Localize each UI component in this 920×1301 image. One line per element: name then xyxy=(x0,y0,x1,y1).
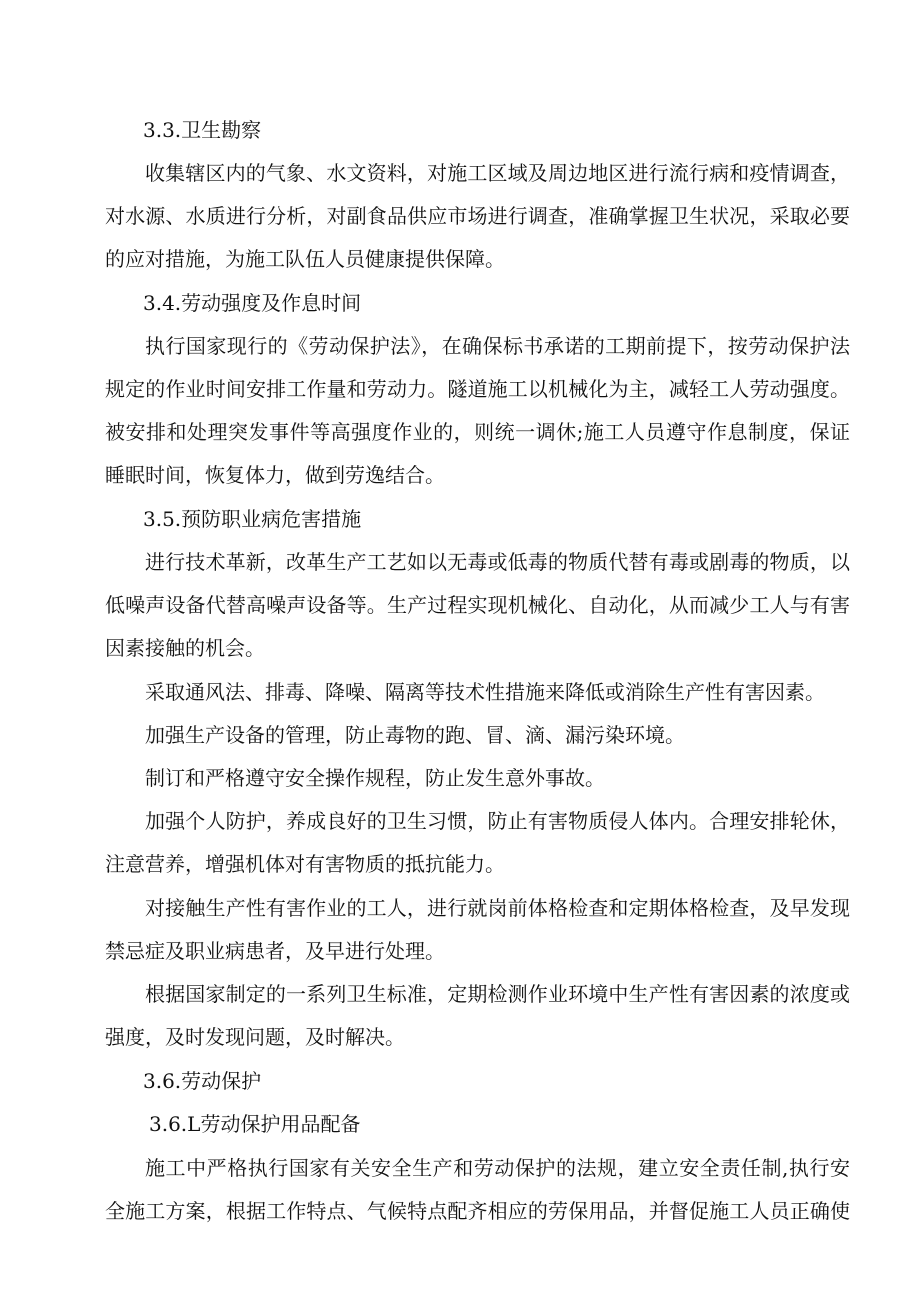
section-heading-3-6: 3.6.劳动保护 xyxy=(143,1069,262,1093)
paragraph-line: 规定的作业时间安排工作量和劳动力。隧道施工以机械化为主，减轻工人劳动强度。 xyxy=(105,377,850,401)
paragraph-line: 被安排和处理突发事件等高强度作业的，则统一调休;施工人员遵守作息制度，保证 xyxy=(105,420,850,444)
paragraph-line: 低噪声设备代替高噪声设备等。生产过程实现机械化、自动化，从而减少工人与有害 xyxy=(105,593,850,617)
paragraph-line: 执行国家现行的《劳动保护法》，在确保标书承诺的工期前提下，按劳动保护法 xyxy=(145,334,850,358)
paragraph-line: 全施工方案，根据工作特点、气候特点配齐相应的劳保用品，并督促施工人员正确使 xyxy=(105,1199,850,1223)
paragraph-line: 对水源、水质进行分析，对副食品供应市场进行调查，准确掌握卫生状况，采取必要 xyxy=(105,204,850,228)
paragraph-line: 进行技术革新，改革生产工艺如以无毒或低毒的物质代替有毒或剧毒的物质，以 xyxy=(145,550,850,574)
paragraph-line: 采取通风法、排毒、降噪、隔离等技术性措施来降低或消除生产性有害因素。 xyxy=(145,680,825,704)
subsection-heading-3-6-1: 3.6.L劳动保护用品配备 xyxy=(149,1112,361,1136)
paragraph-line: 根据国家制定的一系列卫生标准，定期检测作业环境中生产性有害因素的浓度或 xyxy=(145,982,850,1006)
paragraph-line: 收集辖区内的气象、水文资料，对施工区域及周边地区进行流行病和疫情调查， xyxy=(145,161,850,185)
paragraph-line: 加强个人防护，养成良好的卫生习惯，防止有害物质侵人体内。合理安排轮休， xyxy=(145,809,850,833)
paragraph-line: 施工中严格执行国家有关安全生产和劳动保护的法规，建立安全责任制,执行安 xyxy=(145,1156,850,1180)
paragraph-line: 注意营养，增强机体对有害物质的抵抗能力。 xyxy=(105,852,505,876)
paragraph-line: 对接触生产性有害作业的工人，进行就岗前体格检查和定期体格检查，及早发现 xyxy=(145,896,850,920)
paragraph-line: 强度，及时发现问题，及时解决。 xyxy=(105,1025,405,1049)
paragraph-line: 加强生产设备的管理，防止毒物的跑、冒、滴、漏污染环境。 xyxy=(145,723,685,747)
paragraph-line: 睡眠时间，恢复体力，做到劳逸结合。 xyxy=(105,463,445,487)
paragraph-line: 的应对措施，为施工队伍人员健康提供保障。 xyxy=(105,247,505,271)
section-heading-3-4: 3.4.劳动强度及作息时间 xyxy=(143,291,362,315)
paragraph-line: 禁忌症及职业病患者，及早进行处理。 xyxy=(105,939,445,963)
paragraph-line: 因素接触的机会。 xyxy=(105,636,265,660)
section-heading-3-3: 3.3.卫生勘察 xyxy=(143,118,262,142)
paragraph-line: 制订和严格遵守安全操作规程，防止发生意外事故。 xyxy=(145,766,605,790)
section-heading-3-5: 3.5.预防职业病危害措施 xyxy=(143,507,362,531)
